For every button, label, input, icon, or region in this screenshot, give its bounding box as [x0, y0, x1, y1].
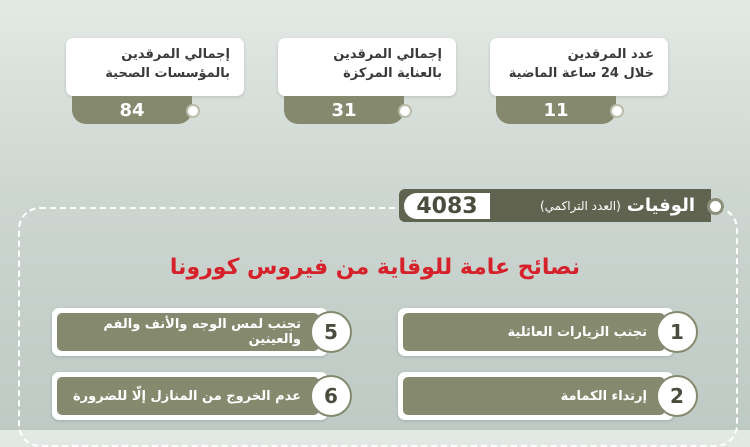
- stat-label-line2: بالمؤسسات الصحية: [105, 66, 230, 81]
- tip-number: 6: [310, 375, 352, 417]
- tip-2: [398, 372, 698, 420]
- tip-number: 1: [656, 311, 698, 353]
- deaths-label: الوفيات: [626, 195, 695, 216]
- stat-label-line1: عدد المرقدين: [567, 47, 654, 62]
- tip-6: [52, 372, 352, 420]
- tip-text: تجنب لمس الوجه والأنف والفم والعينين: [57, 313, 319, 351]
- dot-icon: [707, 198, 724, 215]
- advice-title: نصائح عامة للوقاية من فيروس كورونا: [169, 255, 581, 280]
- stat-label-line2: خلال 24 ساعة الماضية: [508, 66, 654, 81]
- stat-value: 31: [284, 96, 404, 124]
- tip-text: عدم الخروج من المنازل إلّا للضرورة: [57, 377, 319, 415]
- deaths-sublabel: (العدد التراكمي): [539, 198, 621, 213]
- stat-label-line1: إجمالي المرقدين: [121, 47, 230, 62]
- dot-icon: [186, 104, 200, 118]
- stat-value: 84: [72, 96, 192, 124]
- stat-card-health-facilities: [66, 38, 246, 130]
- deaths-count: 4083: [404, 193, 490, 219]
- stat-label: [66, 38, 244, 96]
- dot-icon: [398, 104, 412, 118]
- tip-1: [398, 308, 698, 356]
- tip-number: 2: [656, 375, 698, 417]
- stat-label-line1: إجمالي المرقدين: [333, 47, 442, 62]
- tip-5: [52, 308, 352, 356]
- stat-card-last-24h: [490, 38, 670, 130]
- tip-number: 5: [310, 311, 352, 353]
- tip-text: إرتداء الكمامة: [403, 377, 665, 415]
- stat-label: [490, 38, 668, 96]
- stat-label-line2: بالعناية المركزة: [343, 66, 442, 81]
- stat-value: 11: [496, 96, 616, 124]
- stat-card-intensive-care: [278, 38, 458, 130]
- stat-label: [278, 38, 456, 96]
- dot-icon: [610, 104, 624, 118]
- deaths-title: [495, 189, 695, 222]
- tip-text: تجنب الزيارات العائلية: [403, 313, 665, 351]
